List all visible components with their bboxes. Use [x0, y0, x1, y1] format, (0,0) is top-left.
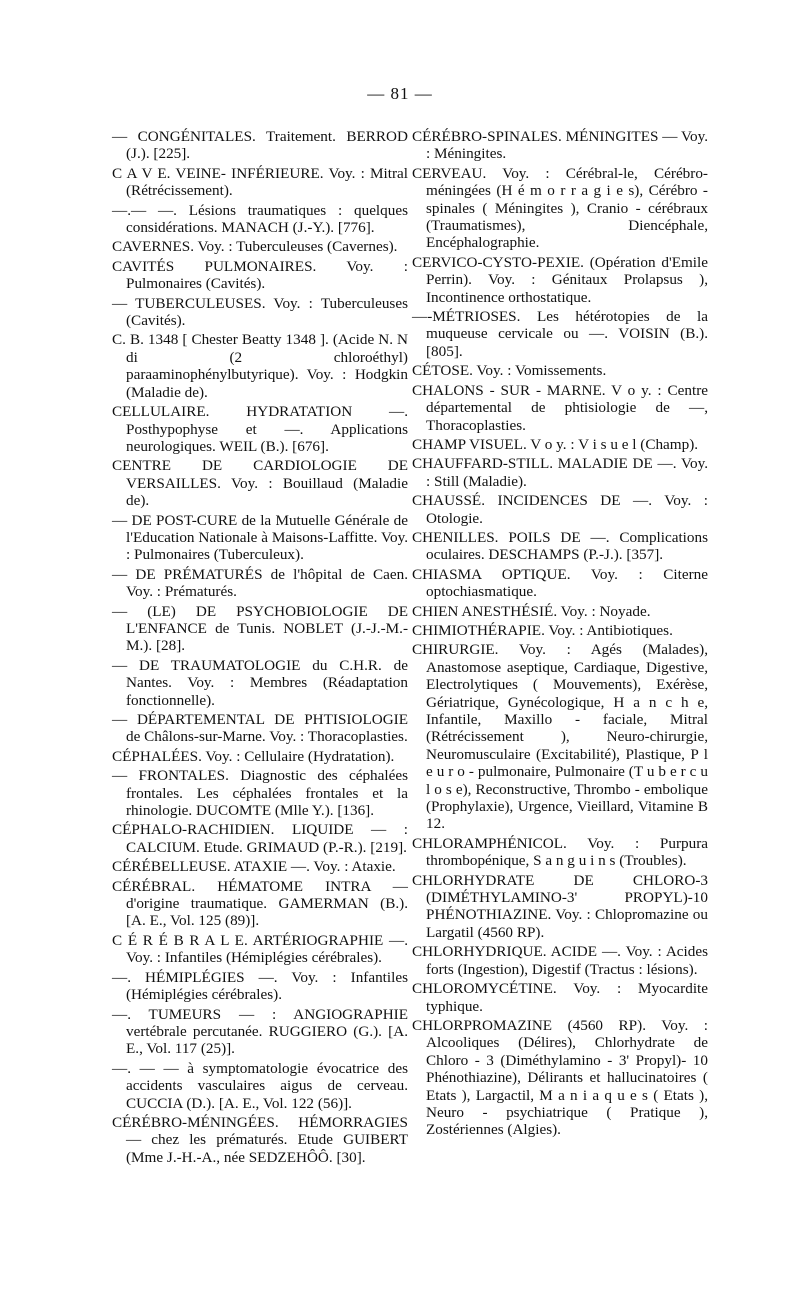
index-entry: CHENILLES. POILS DE —. Complications oculaires. DESCHAMPS (P.-J.). [357].: [412, 528, 708, 564]
index-entry: CHALONS - SUR - MARNE. V o y. : Centre départemental de phtisiologie de —, Thoracoplasties.: [412, 381, 708, 434]
index-entry: CERVEAU. Voy. : Cérébral-le, Cérébro-méningées (H é m o r r a g i e s), Cérébro - spinales ( Méningites ), Cranio - cérébraux (Traumatismes), Diencéphale, Encéphalographie.: [412, 164, 708, 252]
index-entry: — CONGÉNITALES. Traitement. BERROD (J.). [225].: [112, 128, 408, 163]
index-entry: CÉRÉBRO-SPINALES. MÉNINGITES — Voy. : Méningites.: [412, 128, 708, 163]
index-entry: CHAMP VISUEL. V o y. : V i s u e l (Champ).: [412, 435, 699, 453]
index-entry: — (LE) DE PSYCHOBIOLOGIE DE L'ENFANCE de Tunis. NOBLET (J.-J.-M.-M.). [28].: [112, 602, 408, 655]
index-entry: CÉRÉBRAL. HÉMATOME INTRA — d'origine traumatique. GAMERMAN (B.). [A. E., Vol. 125 (89)].: [112, 877, 408, 930]
index-entry: CENTRE DE CARDIOLOGIE DE VERSAILLES. Voy. : Bouillaud (Maladie de).: [112, 457, 408, 510]
index-entry: —. TUMEURS — : ANGIOGRAPHIE vertébrale percutanée. RUGGIERO (G.). [A. E., Vol. 117 (25)].: [112, 1005, 408, 1058]
index-entry: CHIRURGIE. Voy. : Agés (Malades), Anastomose aseptique, Cardiaque, Digestive, Electrolytiques ( Mouvements), Exérèse, Gériatrique, Gynécologique, H a n c h e, Infantile, Maxillo - faciale, Mitral (Rétrécissement ), Neuro-chirurgie, Neuromusculaire (Excitabilité), Plastique, P l e u r o - pulmonaire, Pulmonaire (T u b e r c u l o s e), Reconstructive, Thrombo - embolique (Prophylaxie), Urgence, Vieillard, Vitamine B 12.: [412, 641, 708, 833]
index-entry: — DE POST-CURE de la Mutuelle Générale de l'Education Nationale à Maisons-Laffitte. Voy. : Pulmonaires (Tuberculeux).: [112, 511, 408, 564]
index-entry: —-MÉTRIOSES. Les hétérotopies de la muqueuse cervicale ou —. VOISIN (B.). [805].: [412, 308, 708, 360]
index-entry: —.— —. Lésions traumatiques : quelques considérations. MANACH (J.-Y.). [776].: [112, 201, 408, 237]
index-entry: CHAUSSÉ. INCIDENCES DE —. Voy. : Otologie.: [412, 492, 708, 527]
index-entry: CHIEN ANESTHÉSIÉ. Voy. : Noyade.: [412, 602, 651, 620]
index-entry: CERVICO-CYSTO-PEXIE. (Opération d'Emile Perrin). Voy. : Génitaux Prolapsus ), Incontinence orthostatique.: [412, 253, 708, 306]
index-entry: CÉRÉBELLEUSE. ATAXIE —. Voy. : Ataxie.: [112, 858, 396, 876]
index-entry: — FRONTALES. Diagnostic des céphalées frontales. Les céphalées frontales et la rhinologie. DUCOMTE (Mlle Y.). [136].: [112, 767, 408, 820]
left-column: [112, 128, 408, 1168]
index-entry: CHLOROMYCÉTINE. Voy. : Myocardite typhique.: [412, 980, 708, 1015]
index-entry: C É R É B R A L E. ARTÉRIOGRAPHIE —. Voy. : Infantiles (Hémiplégies cérébrales).: [112, 931, 408, 967]
index-entry: C. B. 1348 [ Chester Beatty 1348 ]. (Acide N. N di (2 chloroéthyl) paraaminophénylbutyrique). Voy. : Hodgkin (Maladie de).: [112, 331, 408, 401]
index-entry: CHLORHYDRATE DE CHLORO-3 (DIMÉTHYLAMINO-3' PROPYL)-10 PHÉNOTHIAZINE. Voy. : Chlopromazine ou Largatil (4560 RP).: [412, 871, 708, 941]
index-entry: —. — — à symptomatologie évocatrice des accidents vasculaires aigus de cerveau. CUCCIA (D.). [A. E., Vol. 122 (56)].: [112, 1059, 408, 1112]
index-entry: CAVERNES. Voy. : Tuberculeuses (Cavernes).: [112, 238, 398, 256]
index-entry: C A V E. VEINE- INFÉRIEURE. Voy. : Mitral (Rétrécissement).: [112, 164, 408, 200]
index-entry: CHLORPROMAZINE (4560 RP). Voy. : Alcooliques (Délires), Chlorhydrate de Chloro - 3 (Diméthylamino - 3' Propyl)- 10 Phénothiazine), Délirants et hallucinatoires ( Etats ), Largactil, M a n i a q u e s ( Etats ), Neuro - psychiatrique ( Pratique ), Zostériennes (Algies).: [412, 1016, 708, 1139]
index-entry: CÉPHALÉES. Voy. : Cellulaire (Hydratation).: [112, 747, 395, 765]
index-entry: CÉRÉBRO-MÉNINGÉES. HÉMORRAGIES — chez les prématurés. Etude GUIBERT (Mme J.-H.-A., née SEDZEHÔÔ. [30].: [112, 1113, 408, 1166]
index-entry: CHIASMA OPTIQUE. Voy. : Citerne optochiasmatique.: [412, 565, 708, 601]
index-entry: CHLORAMPHÉNICOL. Voy. : Purpura thrombopénique, S a n g u i n s (Troubles).: [412, 834, 708, 870]
index-entry: CHAUFFARD-STILL. MALADIE DE —. Voy. : Still (Maladie).: [412, 455, 708, 490]
index-entry: CELLULAIRE. HYDRATATION —. Posthypophyse et —. Applications neurologiques. WEIL (B.). [676].: [112, 403, 408, 455]
index-entry: CHIMIOTHÉRAPIE. Voy. : Antibiotiques.: [412, 621, 673, 639]
index-entry: — DE TRAUMATOLOGIE du C.H.R. de Nantes. Voy. : Membres (Réadaptation fonctionnelle).: [112, 656, 408, 709]
index-entry: — DÉPARTEMENTAL DE PHTISIOLOGIE de Châlons-sur-Marne. Voy. : Thoracoplasties.: [112, 711, 408, 746]
right-column: [412, 128, 708, 1141]
index-entry: CÉPHALO-RACHIDIEN. LIQUIDE — : CALCIUM. Etude. GRIMAUD (P.-R.). [219].: [112, 821, 408, 856]
index-entry: CHLORHYDRIQUE. ACIDE —. Voy. : Acides forts (Ingestion), Digestif (Tractus : lésions).: [412, 943, 708, 978]
index-entry: —. HÉMIPLÉGIES —. Voy. : Infantiles (Hémiplégies cérébrales).: [112, 968, 408, 1004]
index-entry: CÉTOSE. Voy. : Vomissements.: [412, 362, 607, 380]
page-number: — 81 —: [367, 84, 433, 103]
index-entry: — TUBERCULEUSES. Voy. : Tuberculeuses (Cavités).: [112, 294, 408, 330]
index-entry: CAVITÉS PULMONAIRES. Voy. : Pulmonaires (Cavités).: [112, 257, 408, 293]
index-entry: — DE PRÉMATURÉS de l'hôpital de Caen. Voy. : Prématurés.: [112, 565, 408, 601]
